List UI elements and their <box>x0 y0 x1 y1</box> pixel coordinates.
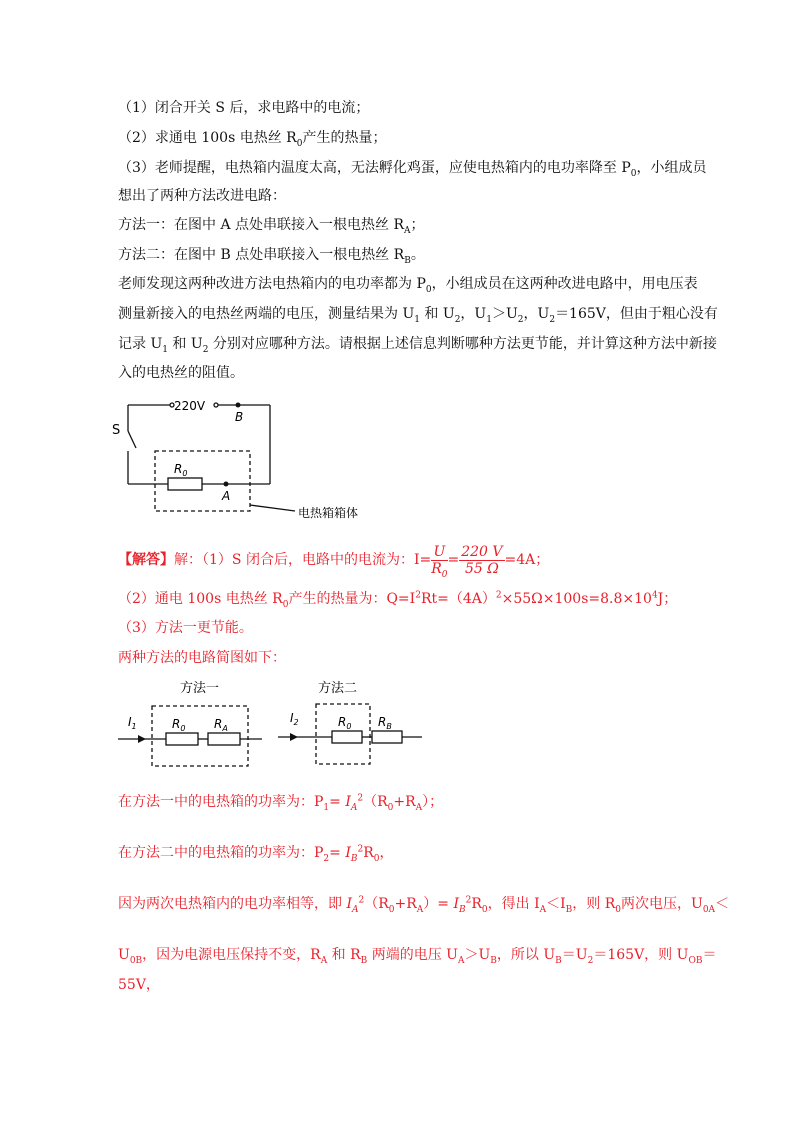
method-1: 方法一：在图中 A 点处串联接入一根电热丝 $R_A$； <box>118 217 425 236</box>
current-i2-label: $I_2$ <box>290 711 299 727</box>
method-2: 方法二：在图中 B 点处串联接入一根电热丝 $R_B$。 <box>118 247 425 266</box>
resistor-r0-label: $R_0$ <box>172 717 186 733</box>
methods-diagram <box>110 670 430 775</box>
answer-3: （3）方法一更节能。 <box>118 620 253 636</box>
point-b-label: B <box>235 410 244 424</box>
resistor-ra-label: $R_A$ <box>214 717 228 733</box>
question-3: （3）老师提醒，电热箱内温度太高，无法孵化鸡蛋，应使电热箱内的电功率降至 $P_0$，小组成员 <box>118 160 707 179</box>
answer-4: 两种方法的电路简图如下： <box>118 650 286 666</box>
method-1-title: 方法一 <box>180 681 220 696</box>
answer-8: $U_{0B}$，因为电源电压保持不变，$R_A$ 和 $R_B$ 两端的电压 $U_A>U_B$，所以 $U_B=U_2=165V$，则 $U_{OB}=$ <box>118 947 717 966</box>
paragraph-line-2: 测量新接入的电热丝两端的电压，测量结果为 $U_1$ 和 $U_2$，$U_1>U_2$，$U_2=165V$，但由于粗心没有 <box>118 306 718 325</box>
resistor-label: $R_0$ <box>174 462 188 478</box>
answer-1: 【解答】解：（1）S 闭合后，电路中的电流为：I= $\frac{U}{R_0}$ = $\frac{220 V}{55 \Omega}$ =4A； <box>118 543 550 580</box>
point-a-label: A <box>222 489 231 503</box>
switch-label: S <box>112 423 121 438</box>
answer-2: （2）通电 100s 电热丝 $R_0$产生的热量为：$Q=I^2Rt=(4A)^2\times 55\Omega\times 100s=8.8\times 10^4J$； <box>118 590 678 610</box>
resistor-rb-label: $R_B$ <box>378 715 392 731</box>
answer-6: 在方法二中的电热箱的功率为：$P_2= I_B^2R_0$， <box>118 844 394 864</box>
voltage-label: 220V <box>174 399 206 413</box>
question-2: （2）求通电 100s 电热丝 $R_0$产生的热量； <box>118 130 387 149</box>
resistor-r0-label-2: $R_0$ <box>338 715 352 731</box>
method-2-title: 方法二 <box>318 681 358 696</box>
box-label: 电热箱箱体 <box>298 506 359 520</box>
paragraph-line-1: 老师发现这两种改进方法电热箱内的电功率都为 $P_0$，小组成员在这两种改进电路中，用电压表 <box>118 276 698 295</box>
answer-5: 在方法一中的电热箱的功率为：$P_1= I_A^2(R_0+R_A)$； <box>118 793 444 813</box>
answer-7: 因为两次电热箱内的电功率相等，即 $I_A^2(R_0+R_A)= I_B^2R_0$，得出 $I_A<I_B$，则 $R_0$两次电压，$U_{0A}<$ <box>118 895 730 915</box>
circuit-diagram <box>110 393 400 528</box>
question-3-cont: 想出了两种方法改进电路： <box>118 188 286 204</box>
paragraph-line-4: 入的电热丝的阻值。 <box>118 365 244 381</box>
answer-tag: 【解答】 <box>118 552 174 568</box>
question-1: （1）闭合开关 S 后，求电路中的电流； <box>118 100 370 116</box>
paragraph-line-3: 记录 $U_1$ 和 $U_2$ 分别对应哪种方法。请根据上述信息判断哪种方法更节能，并计算这种方法中新接 <box>118 336 717 355</box>
current-i1-label: $I_1$ <box>128 715 137 731</box>
answer-9: 55V， <box>118 977 160 993</box>
